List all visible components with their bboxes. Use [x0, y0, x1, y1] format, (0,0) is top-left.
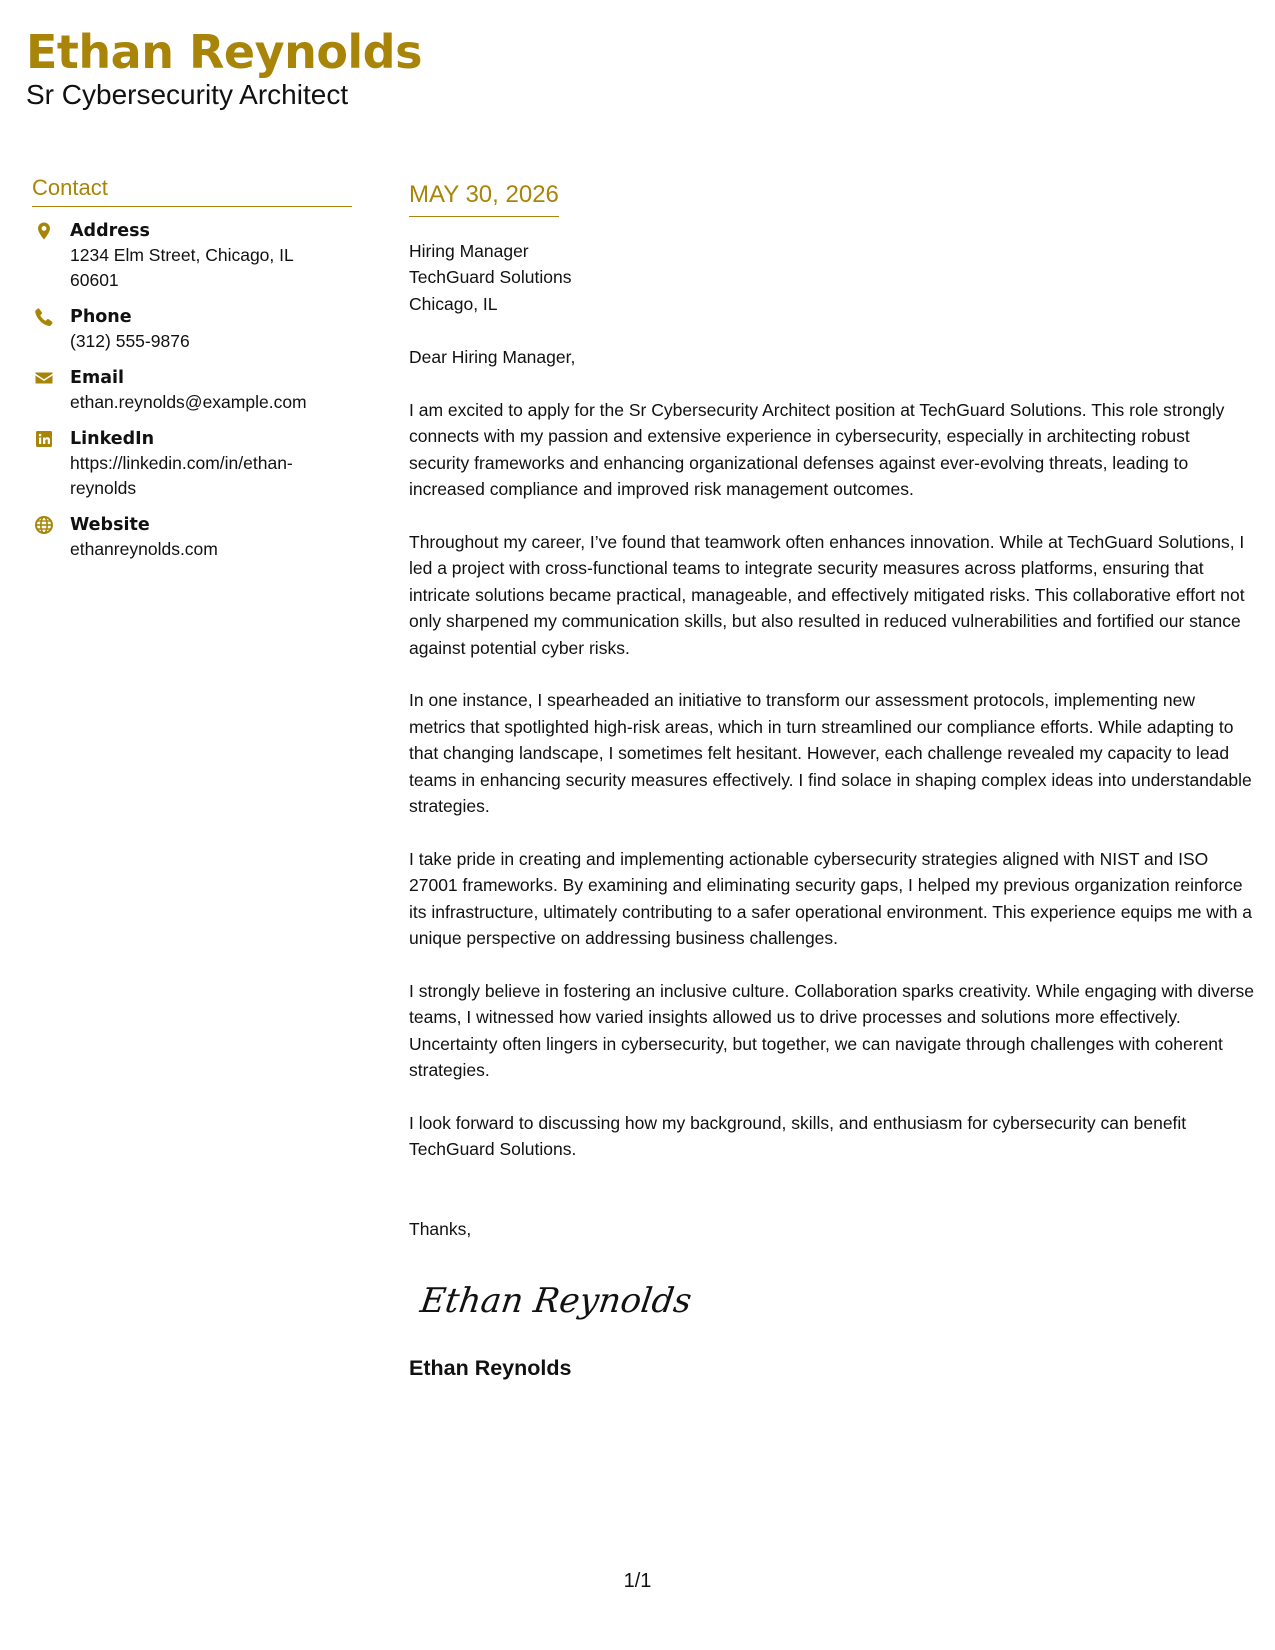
paragraph: I look forward to discussing how my background, skills, and enthusiasm for cybersecurity can benefit TechGuard Solutions. — [409, 1112, 1187, 1160]
contact-item-phone — [32, 305, 352, 354]
contact-label: Phone — [70, 307, 132, 327]
contact-label: LinkedIn — [70, 429, 155, 449]
envelope-icon — [34, 368, 54, 388]
paragraph: I am excited to apply for the Sr Cybersecurity Architect position at TechGuard Solutions. This role strongly connects with my passion and extensive experience in cybersecurity, especially in architecting robust security frameworks and enhancing organizational defenses against ever-evolving threats, leading to increased compliance and improved risk management outcomes. — [409, 400, 1225, 500]
contact-label: Email — [70, 368, 124, 388]
contact-item-website — [32, 513, 352, 562]
globe-icon — [34, 515, 54, 535]
contact-item-linkedin — [32, 427, 352, 501]
letter-date: MAY 30, 2026 — [409, 180, 559, 217]
map-pin-icon — [34, 221, 54, 241]
contact-item-email — [32, 366, 352, 415]
signature-text: Ethan Reynolds — [417, 1281, 695, 1322]
contact-heading: Contact — [32, 174, 352, 207]
recipient-line: Chicago, IL — [409, 293, 498, 314]
contact-list — [32, 219, 352, 562]
paragraph: In one instance, I spearheaded an initiative to transform our assessment protocols, implementing new metrics that spotlighted high-risk areas, which in turn streamlined our compliance efforts. While adapting to that changing landscape, I sometimes felt hesitant. However, each challenge revealed my capacity to lead teams in enhancing security measures effectively. I find solace in shaping complex ideas into understandable strategies. — [409, 690, 1252, 817]
recipient-line: Hiring Manager — [409, 241, 529, 261]
website-value: ethanreynolds.com — [70, 539, 218, 559]
signer-name: Ethan Reynolds — [409, 1355, 572, 1380]
recipient-line: TechGuard Solutions — [409, 267, 572, 288]
contact-label: Website — [70, 515, 150, 535]
address-value: 1234 Elm Street, Chicago, IL 60601 — [70, 245, 294, 290]
phone-value: (312) 555-9876 — [70, 331, 190, 351]
contact-item-address — [32, 219, 352, 293]
closing: Thanks, — [409, 1218, 472, 1239]
header — [26, 22, 422, 112]
recipient-block — [409, 238, 1254, 317]
contact-label: Address — [70, 221, 150, 241]
contact-sidebar — [32, 174, 352, 574]
phone-icon — [34, 307, 54, 327]
paragraph: Throughout my career, I’ve found that teamwork often enhances innovation. While at TechGuard Solutions, I led a project with cross-functional teams to integrate security measures across platforms, ensuring that intricate solutions became practical, manageable, and effectively mitigated risks. This collaborative effort not only sharpened my communication skills, but also resulted in reduced vulnerabilities and fortified our stance against potential cyber risks. — [409, 532, 1245, 658]
linkedin-value: https://linkedin.com/in/ethan-reynolds — [70, 453, 293, 498]
paragraph: I strongly believe in fostering an inclusive culture. Collaboration sparks creativity. While engaging with diverse teams, I witnessed how varied insights allowed us to drive processes and solutions more effectively. Uncertainty often lingers in cybersecurity, but together, we can navigate through challenges with coherent strategies. — [409, 980, 1254, 1081]
applicant-name: Ethan Reynolds — [26, 25, 422, 79]
page-number: 1/1 — [623, 1570, 652, 1592]
email-value: ethan.reynolds@example.com — [70, 392, 307, 412]
salutation: Dear Hiring Manager, — [409, 347, 576, 368]
linkedin-icon — [34, 429, 54, 449]
job-title: Sr Cybersecurity Architect — [26, 79, 349, 110]
handwritten-signature — [417, 1270, 695, 1330]
letter-body — [409, 180, 1254, 1382]
paragraph: I take pride in creating and implementing actionable cybersecurity strategies aligned with NIST and ISO 27001 frameworks. By examining and eliminating security gaps, I helped my previous organization reinforce its infrastructure, ultimately contributing to a safer operational environment. This experience equips me with a unique perspective on addressing business challenges. — [409, 848, 1253, 949]
